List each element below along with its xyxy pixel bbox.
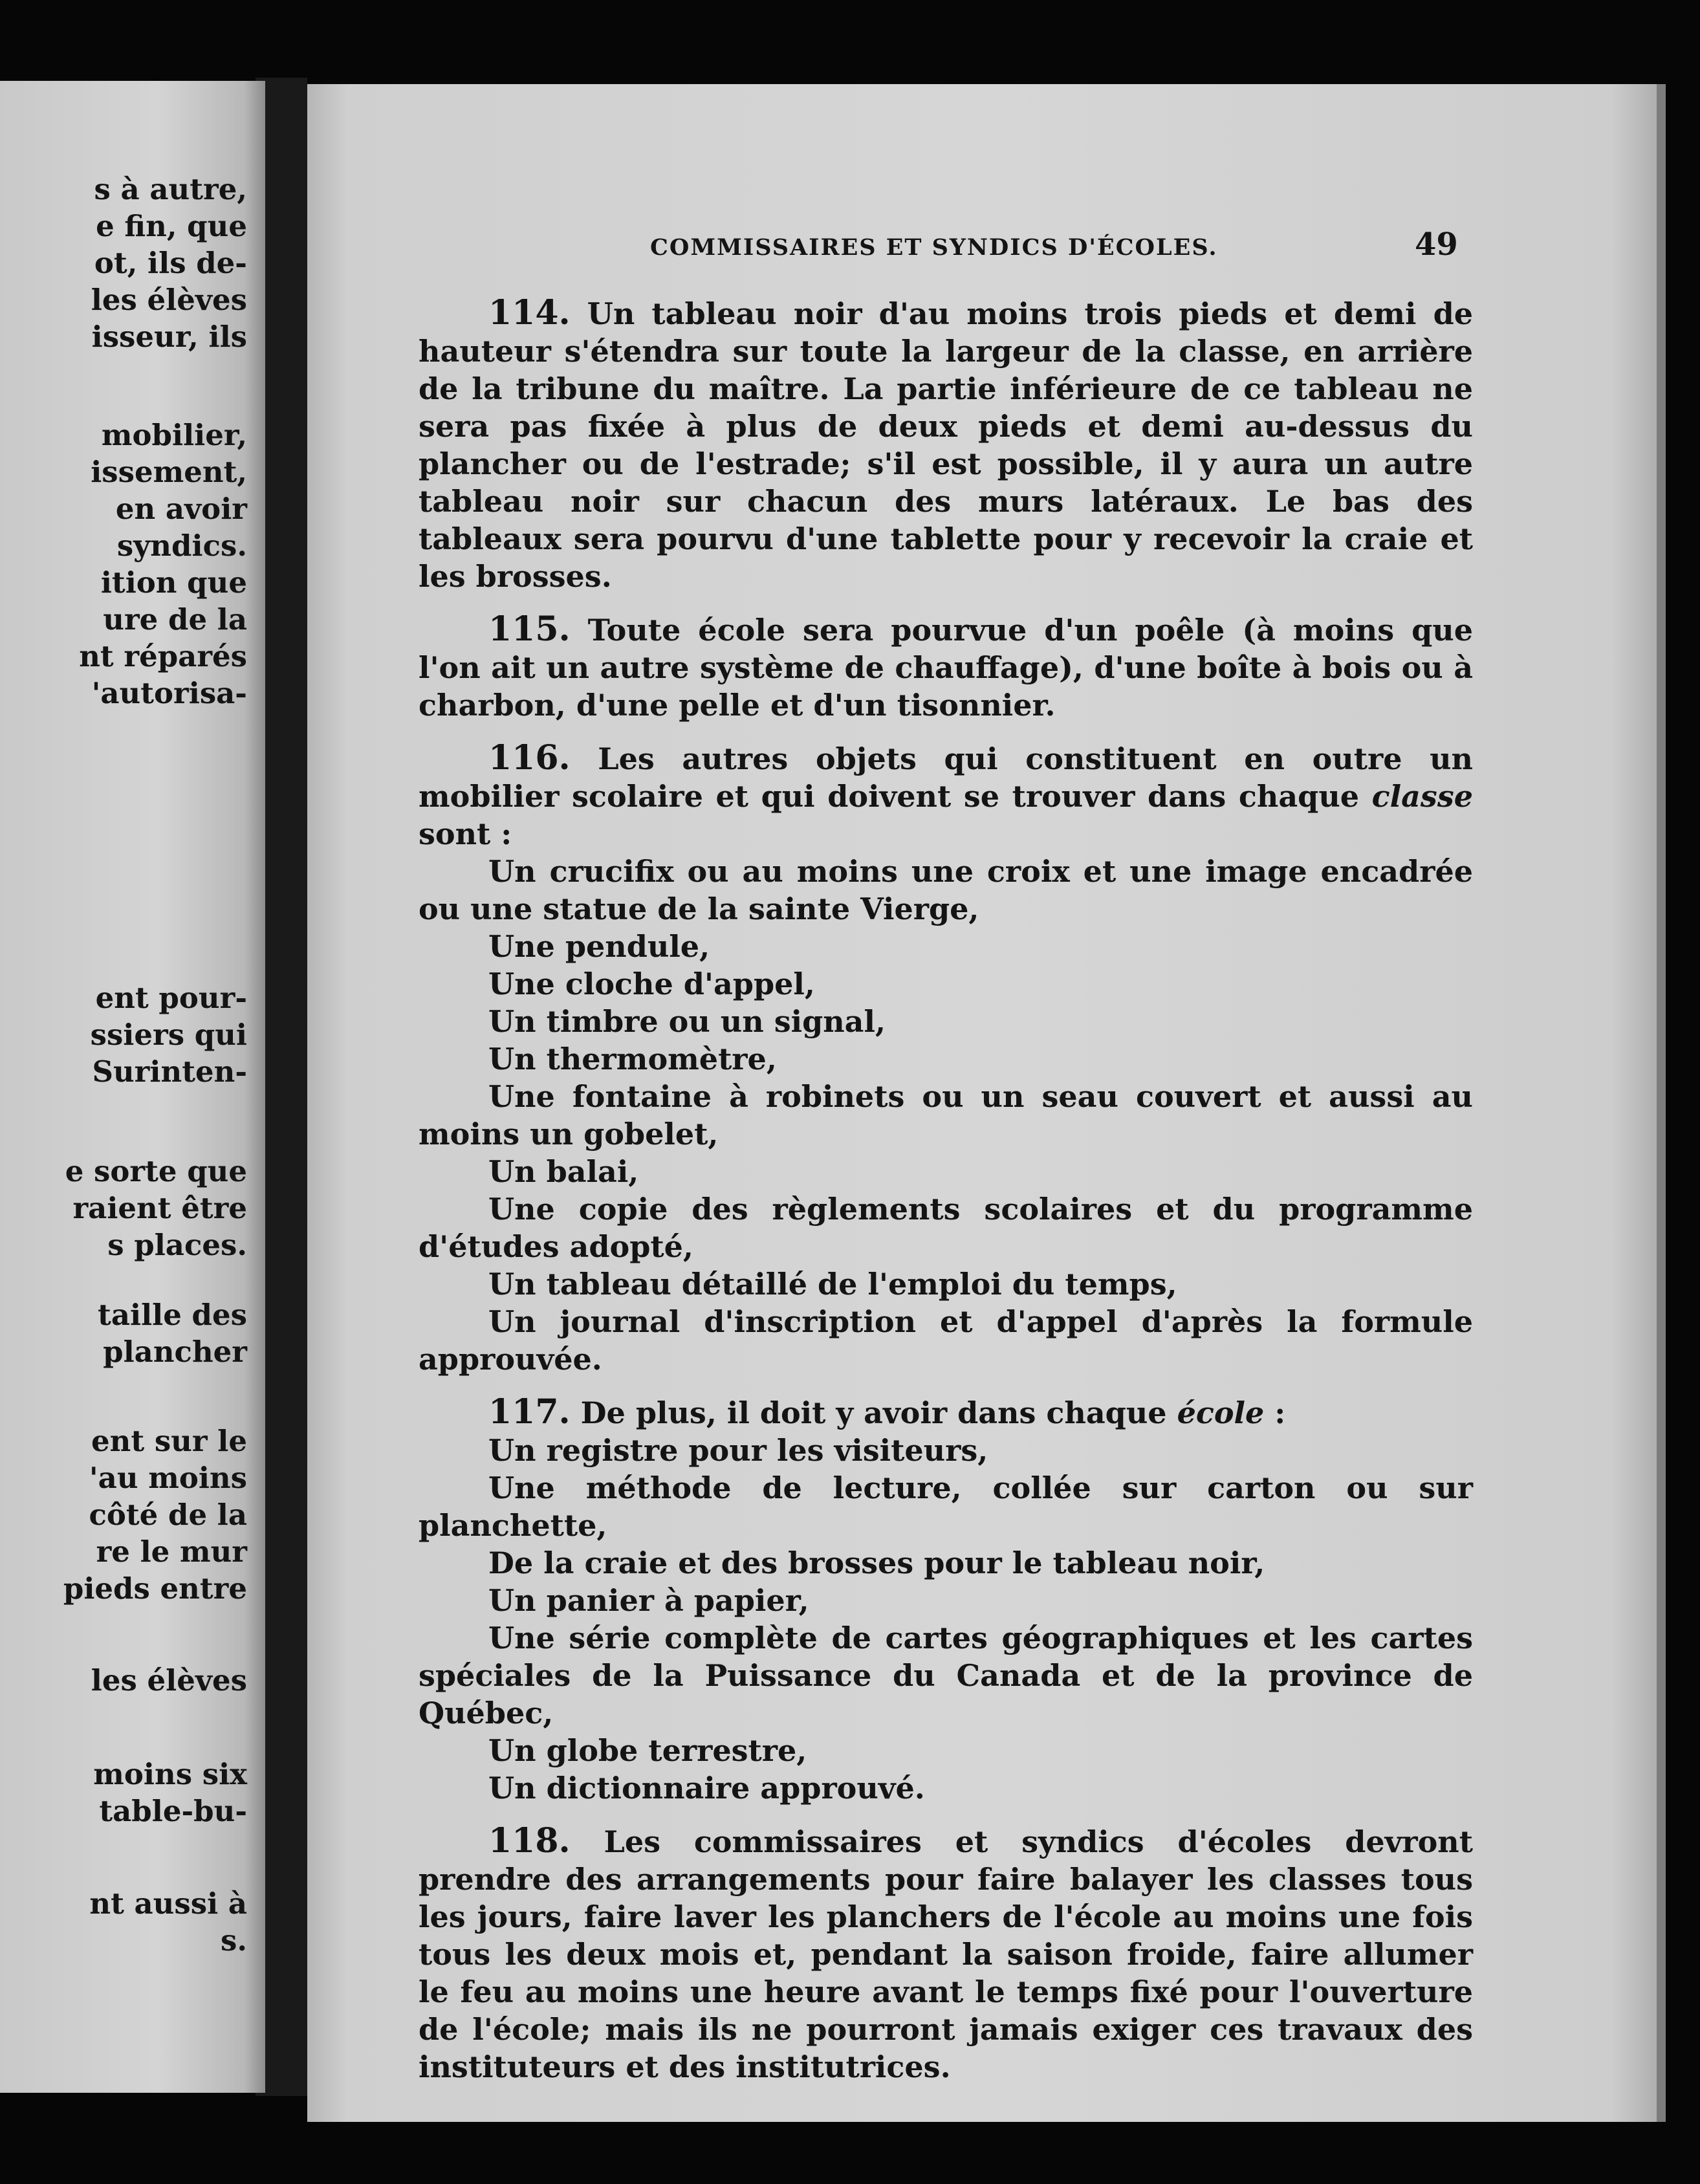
left-page-line: taille des [98,1298,247,1332]
list-item: Un journal d'inscription et d'appel d'après la formule approuvée. [419,1304,1473,1377]
left-page-line: mobilier, [101,418,247,452]
left-page-line: ssiers qui [90,1018,247,1052]
article-text [419,294,1473,2101]
left-page-line: issement, [91,455,247,489]
left-page-line: les élèves [91,1663,247,1698]
list-item: Un tableau détaillé de l'emploi du temps, [488,1267,1177,1302]
article-117 [419,1393,1473,1432]
list-item: Un panier à papier, [488,1583,809,1618]
left-page-line: ent pour- [95,981,247,1015]
left-page-line: syndics. [116,529,247,563]
left-page-line: nt aussi à [89,1886,247,1921]
list-item: Une cloche d'appel, [488,966,815,1001]
article-body-end: sont : [419,816,512,851]
left-page-line: pieds entre [63,1571,247,1606]
list-item: De la craie et des brosses pour le tableau noir, [488,1545,1265,1580]
running-header: COMMISSAIRES ET SYNDICS D'ÉCOLES. [650,234,1218,261]
left-page-line: s à autre, [94,172,247,206]
article-body: Les autres objets qui constituent en outre un mobilier scolaire et qui doivent se trouver dans chaque [419,741,1473,814]
article-body-end: : [1264,1395,1286,1430]
list-item: Un timbre ou un signal, [488,1004,886,1039]
page-edge-shadow [1657,84,1666,2122]
article-116 [419,739,1473,853]
list-item: Un registre pour les visiteurs, [488,1433,988,1468]
list-item: Une pendule, [488,929,710,964]
list-item: Une copie des règlements scolaires et du programme d'études adopté, [419,1192,1473,1264]
left-page-line: s places. [107,1228,247,1262]
list-item: Une méthode de lecture, collée sur carton ou sur planchette, [419,1470,1473,1543]
italic-term: école [1177,1395,1265,1430]
article-number: 117. [488,1392,571,1432]
left-page-line: s. [220,1923,247,1958]
list-item: Une série complète de cartes géographiques et les cartes spéciales de la Puissance du Canada et de la province de Québec, [419,1621,1473,1731]
right-page [307,84,1666,2122]
article-number: 118. [488,1821,571,1861]
left-page-line: re le mur [96,1534,247,1569]
article-118 [419,1822,1473,2086]
left-page-line: raient être [72,1191,247,1225]
list-item: Un globe terrestre, [488,1733,807,1768]
left-page-line: 'au moins [89,1461,247,1495]
list-item: Un crucifix ou au moins une croix et une image encadrée ou une statue de la sainte Vierge, [419,854,1473,926]
left-page-line: plancher [103,1335,247,1369]
list-item: Un balai, [488,1154,639,1189]
left-page-line: 'autorisa- [91,676,247,710]
list-item: Une fontaine à robinets ou un seau couvert et aussi au moins un gobelet, [419,1079,1473,1152]
article-115 [419,611,1473,724]
left-page-line: ot, ils de- [94,246,247,280]
article-body: Toute école sera pourvue d'un poêle (à moins que l'on ait un autre système de chauffage), d'une boîte à bois ou à charbon, d'une pelle et d'un tisonnier. [419,613,1473,723]
list-item: Un thermomètre, [488,1042,777,1076]
article-body: Les commissaires et syndics d'écoles devront prendre des arrangements pour faire balayer les classes tous les jours, faire laver les planchers de l'école au moins une fois tous les deux mois et, pendant la saison froide, faire allumer le feu au moins une heure avant le temps fixé pour l'ouverture de l'école; mais ils ne pourront jamais exiger ces travaux des instituteurs et des institutrices. [419,1824,1473,2084]
article-117-items [419,1432,1473,1807]
left-page-line: ition que [100,565,247,600]
italic-term: classe [1371,779,1473,814]
article-body: Un tableau noir d'au moins trois pieds et demi de hauteur s'étendra sur toute la largeur de la classe, en arrière de la tribune du maître. La partie inférieure de ce tableau ne sera pas fixée à plus de deux pieds et demi au-dessus du plancher ou de l'estrade; s'il est possible, il y aura un autre tableau noir sur chacun des murs latéraux. Le bas des tableaux sera pourvu d'une tablette pour y recevoir la craie et les brosses. [419,296,1473,594]
left-page-line: côté de la [89,1498,247,1532]
left-page-line: les élèves [91,283,247,317]
left-page-line: Surinten- [92,1054,247,1089]
left-page-line: isseur, ils [91,320,247,354]
left-page-line: moins six [93,1757,247,1791]
left-page-line: ent sur le [91,1424,247,1458]
left-page-line: ure de la [103,602,247,637]
article-number: 116. [488,738,571,778]
left-page-line: e fin, que [96,209,247,243]
left-page-line: nt réparés [79,639,247,673]
article-body: De plus, il doit y avoir dans chaque [570,1395,1177,1430]
left-page-line: en avoir [115,492,247,526]
left-page [0,81,265,2093]
article-number: 114. [488,293,571,333]
page-number: 49 [1415,226,1458,263]
left-page-line: table-bu- [99,1794,247,1828]
list-item: Un dictionnaire approuvé. [488,1771,925,1806]
article-116-items [419,853,1473,1378]
article-114 [419,294,1473,595]
article-number: 115. [488,609,571,649]
left-page-line: e sorte que [65,1154,247,1188]
